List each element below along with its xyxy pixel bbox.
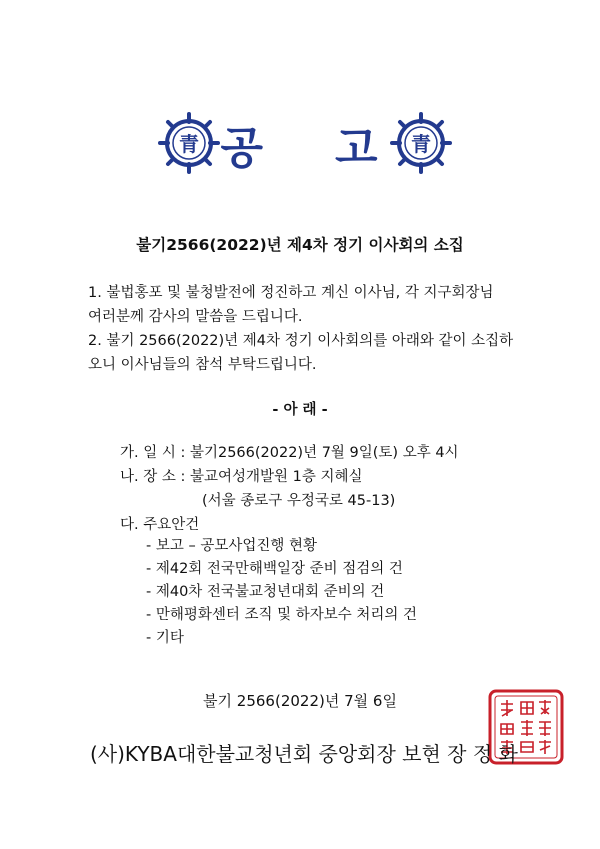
signature-line: (사)KYBA대한불교청년회 중앙회장 보현 장 정 화 bbox=[90, 742, 518, 766]
footer-date: 불기 2566(2022)년 7월 6일 bbox=[203, 692, 397, 710]
agenda-item: - 만해평화센터 조직 및 하자보수 처리의 건 bbox=[146, 607, 418, 623]
title-char-2: 고 bbox=[335, 123, 380, 174]
notice-title bbox=[0, 112, 600, 176]
paragraph-1-line-2: 여러분께 감사의 말씀을 드립니다. bbox=[88, 309, 303, 325]
emblem-left-glyph: 青 bbox=[179, 132, 199, 156]
title-char-1: 공 bbox=[220, 123, 265, 174]
agenda-title: 다. 주요안건 bbox=[120, 517, 200, 533]
paragraph-1-line-1: 1. 불법홍포 및 불청발전에 정진하고 계신 이사님, 각 지구회장님 bbox=[88, 285, 494, 301]
below-label: - 아 래 - bbox=[272, 402, 328, 418]
address-line: (서울 종로구 우정국로 45-13) bbox=[202, 493, 396, 509]
agenda-item: - 기타 bbox=[146, 630, 184, 646]
emblem-right-icon bbox=[390, 112, 452, 174]
date-line: 가. 일 시 : 불기2566(2022)년 7월 9일(토) 오후 4시 bbox=[120, 445, 459, 461]
paragraph-2-line-1: 2. 불기 2566(2022)년 제4차 정기 이사회의를 아래와 같이 소집하 bbox=[88, 333, 514, 349]
agenda-item: - 보고 – 공모사업진행 현황 bbox=[146, 538, 317, 554]
agenda-item: - 제40차 전국불교청년대회 준비의 건 bbox=[146, 584, 385, 600]
paragraph-2-line-2: 오니 이사님들의 참석 부탁드립니다. bbox=[88, 357, 317, 373]
agenda-item: - 제42회 전국만해백일장 준비 점검의 건 bbox=[146, 561, 403, 577]
emblem-right-glyph: 青 bbox=[411, 132, 431, 156]
document-heading: 불기2566(2022)년 제4차 정기 이사회의 소집 bbox=[136, 236, 464, 254]
place-line: 나. 장 소 : 불교여성개발원 1층 지혜실 bbox=[120, 469, 363, 485]
